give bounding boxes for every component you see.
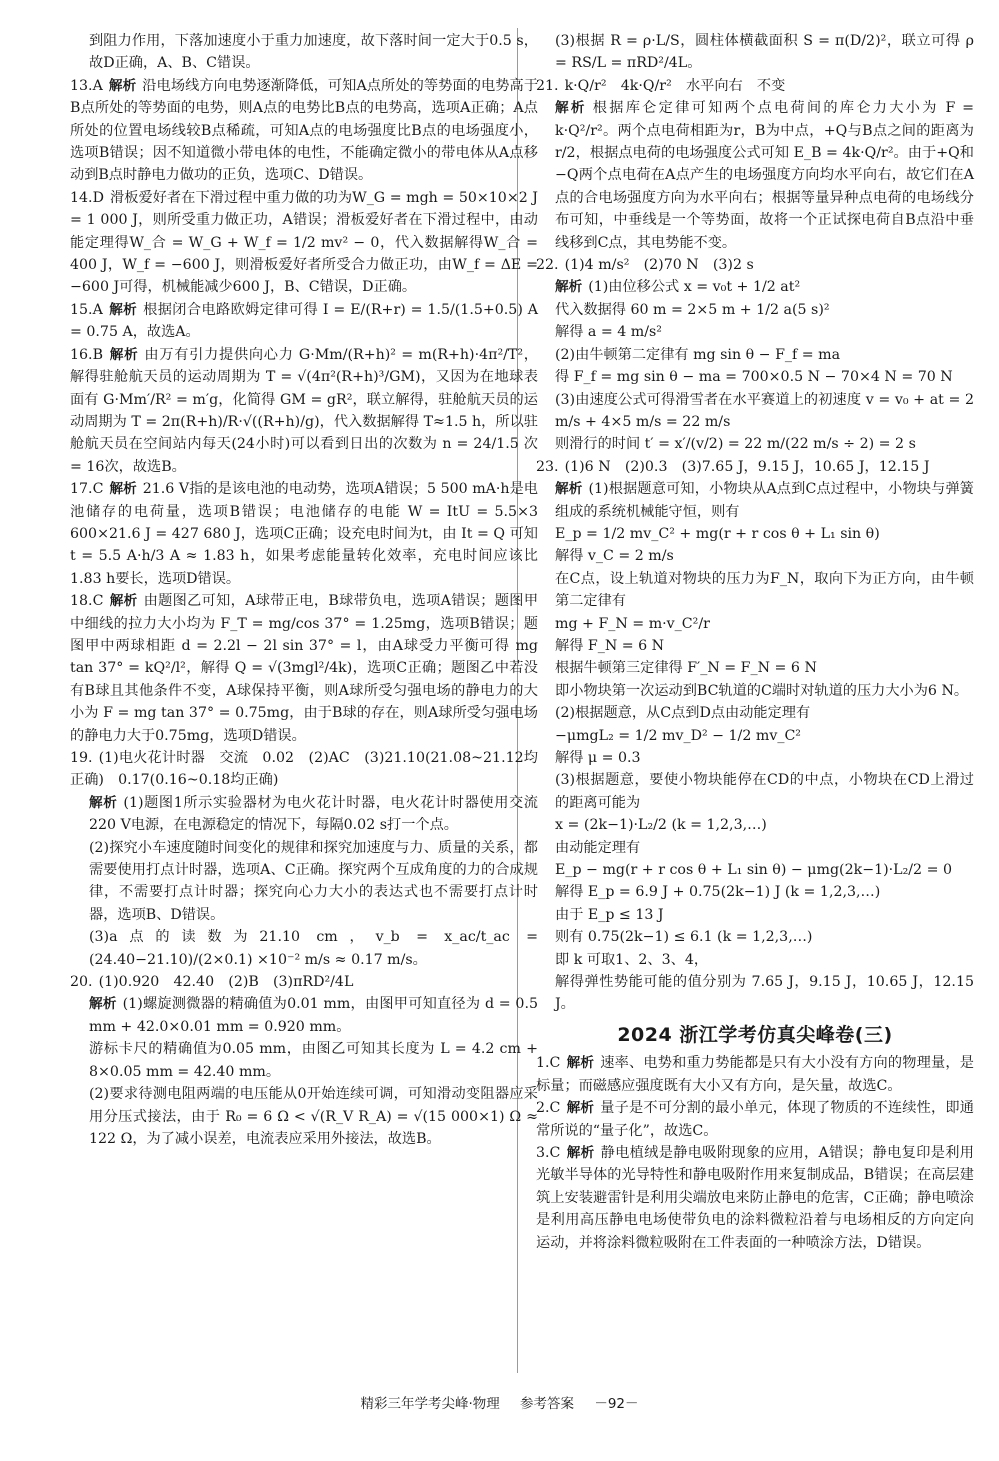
answer-item [70,75,538,187]
answer-paragraph [536,321,974,343]
answer-text: 解得弹性势能可能的值分别为 7.65 J，9.15 J，10.65 J，12.15 J。 [555,974,974,1013]
page-footer [0,1392,999,1412]
section-title: 2024 浙江学考仿真尖峰卷(三) [617,1023,893,1046]
question-number: 22. [536,257,559,274]
question-number: 17.C [70,481,104,498]
answer-text: (2)由牛顿第二定律有 mg sin θ − F_f = ma [555,346,841,363]
question-number: 2.C [536,1100,561,1117]
analysis-keyword: 解析 [89,794,118,811]
answer-item [70,187,538,299]
answer-paragraph [536,276,974,298]
answer-text: −μmgL₂ = 1/2 mv_D² − 1/2 mv_C² [555,727,801,744]
answer-text: 根据闭合电路欧姆定律可得 I = E/(R+r) = 1.5/(1.5+0.5) A = 0.75 A，故选A。 [70,301,538,341]
answer-paragraph [536,747,974,769]
answer-text: (1)根据题意可知，小物块从A点到C点过程中，小物块与弹簧组成的系统机械能守恒，则有 [555,481,974,520]
question-number: 23. [536,458,559,475]
footer-section: 参考答案 [520,1396,575,1412]
answer-text: (1)4 m/s² (2)70 N (3)2 s [564,257,754,274]
answer-paragraph [536,680,974,702]
answer-text: 静电植绒是静电吸附现象的应用，A错误；静电复印是利用光敏半导体的光导特性和静电吸附作用来复制成品，B错误；在高层建筑上安装避雷针是利用尖端放电来防止静电的危害，C正确；静电喷涂是利用高压静电电场使带负电的涂料微粒沿着与电场相反的方向定向运动，并将涂料微粒吸附在工件表面的一种喷涂方法，D错误。 [536,1144,974,1251]
answer-paragraph [536,971,974,1016]
analysis-keyword: 解析 [555,279,583,296]
question-number: 21. [536,77,559,94]
answer-text: (2)要求待测电阻两端的电压能从0开始连续可调，可知滑动变阻器应采用分压式接法，由于 R₀ = 6 Ω < √(R_V R_A) = √(15 000×1) Ω ≈ 122 Ω，为了减小误差，电流表应采用外接法，故选B。 [89,1086,538,1147]
analysis-keyword: 解析 [89,996,117,1013]
answer-paragraph [536,433,974,455]
answer-paragraph [536,613,974,635]
question-number: 3.C [536,1144,561,1161]
answer-text: k·Q/r² 4k·Q/r² 水平向右 不变 [564,77,786,94]
answer-paragraph [536,366,974,388]
answer-text: 游标卡尺的精确值为0.05 mm，由图乙可知其长度为 L = 4.2 cm + 8×0.05 mm = 42.40 mm。 [89,1041,538,1080]
answer-paragraph [70,1038,538,1083]
question-number: 13.A [70,77,103,94]
question-number: 15.A [70,301,103,318]
answer-text: (1)螺旋测微器的精确值为0.01 mm，由图甲可知直径为 d = 0.5 mm + 42.0×0.01 mm = 0.920 mm。 [89,996,538,1035]
answer-text: (1)6 N (2)0.3 (3)7.65 J，9.15 J，10.65 J，12.15 J [564,458,930,475]
answer-item [536,1142,974,1254]
answer-paragraph [536,635,974,657]
right-column [536,30,974,1254]
answer-text: (1)0.920 42.40 (2)B (3)πRD²/4L [98,974,354,991]
answer-paragraph [536,814,974,836]
answer-item [70,747,538,792]
answer-text: (3)根据 R = ρ·L/S，圆柱体横截面积 S = π(D/2)²，联立可得 ρ = RS/L = πRD²/4L。 [555,33,974,72]
answer-text: 由万有引力提供向心力 G·Mm/(R+h)² = m(R+h)·4π²/T²，解得驻舱航天员的运动周期为 T = √(4π²(R+h)³/GM)，又因为在地球表面有 G·Mm′/R² = m′g，化简得 GM = gR²，联立解得，驻舱航天员的运动周期为 T = 2π(R+h)/R·√((R+h)/g)，代入数据解得 T≈1.5 h，所以驻舱航天员在空间站内每天(24小时)可以看到日出的次数为 n = 24/1.5 次 = 16次，故选B。 [70,346,538,475]
answer-text: 得 F_f = mg sin θ − ma = 700×0.5 N − 70×4 N = 70 N [555,369,953,386]
answer-text: 代入数据得 60 m = 2×5 m + 1/2 a(5 s)² [555,301,830,318]
answer-text: 则有 0.75(2k−1) ≤ 6.1 (k = 1,2,3,…) [555,929,813,946]
answer-item [70,299,538,344]
answer-paragraph [536,299,974,321]
answer-paragraph [536,344,974,366]
answer-text: (1)由位移公式 x = v₀t + 1/2 at² [588,279,801,296]
answer-text: (3)a点的读数为21.10 cm，v_b = x_ac/t_ac = (24.40−21.10)/(2×0.1) ×10⁻² m/s ≈ 0.17 m/s。 [89,929,538,968]
answer-text: 由动能定理有 [555,839,641,856]
analysis-keyword: 解析 [566,1055,595,1072]
page-number: －92－ [594,1396,639,1412]
answer-paragraph [536,859,974,881]
answer-paragraph [536,904,974,926]
answer-paragraph [536,545,974,567]
footer-book-title: 精彩三年学考尖峰·物理 [360,1396,500,1412]
answer-paragraph [70,30,538,75]
answer-text: 解得 F_N = 6 N [555,637,665,654]
analysis-keyword: 解析 [109,481,137,498]
answer-item [70,478,538,590]
analysis-keyword: 解析 [109,346,139,363]
analysis-keyword: 解析 [566,1100,595,1117]
answer-text: (1)题图1所示实验器材为电火花计时器，电火花计时器使用交流220 V电源，在电源稳定的情况下，每隔0.02 s打一个点。 [89,794,538,834]
analysis-keyword: 解析 [566,1144,595,1161]
answer-text: mg + F_N = m·v_C²/r [555,615,710,632]
answer-item [70,971,538,993]
answer-text: 滑板爱好者在下滑过程中重力做的功为W_G = mgh = 50×10×2 J = 1 000 J，则所受重力做正功，A错误；滑板爱好者在下滑过程中，由动能定理得W_合 = W_G + W_f = 1/2 mv² − 0，代入数据解得W_合 = 400 J，W_f = −600 J，则滑板爱好者所受合力做正功，由W_f = ΔE = −600 J可得，机械能减少600 J，B、C错误，D正确。 [70,189,538,296]
answer-paragraph [70,837,538,927]
answer-text: 根据牛顿第三定律得 F′_N = F_N = 6 N [555,660,817,677]
answer-text: 即小物块第一次运动到BC轨道的C端时对轨道的压力大小为6 N。 [555,682,969,699]
answer-item [536,1052,974,1097]
question-number: 18.C [70,593,104,610]
answer-item [70,590,538,747]
answer-text: 解得 μ = 0.3 [555,750,641,766]
answer-text: 即 k 可取1、2、3、4， [555,951,709,968]
answer-text: x = (2k−1)·L₂/2 (k = 1,2,3,…) [555,817,767,834]
answer-text: 21.6 V指的是该电池的电动势，选项A错误；5 500 mA·h是电池储存的电荷量，选项B错误；电池储存的电能 W = ItU = 5.5×3 600×21.6 J = 427 680 J，选项C正确；设充电时间为t，由 It = Q 可知 t = 5.5 A·h/3 A ≈ 1.83 h，如果考虑能量转化效率，充电时间应该比1.83 h要长，选项D错误。 [70,481,538,587]
answer-paragraph [536,389,974,434]
answer-paragraph [536,881,974,903]
question-number: 14.D [70,189,104,206]
answer-text: 根据库仑定律可知两个点电荷间的库仑力大小为 F = k·Q²/r²。两个点电荷相距为r，B为中点，+Q与B点之间的距离为 r/2，根据点电荷的电场强度公式可知 E_B = 4k·Q/r²。由于+Q和−Q两个点电荷在A点产生的电场强度方向均水平向右，故它们在A点的合电场强度方向为水平向右；根据等量异种点电荷的电场线分布可知，中垂线是一个等势面，故将一个正试探电荷自B点沿中垂线移到C点，其电势能不变。 [555,100,974,251]
answer-text: 解得 a = 4 m/s² [555,324,662,341]
answer-paragraph [536,568,974,613]
answer-item [536,75,974,97]
answer-item [70,344,538,478]
answer-paragraph [536,30,974,75]
answer-text: 由题图乙可知，A球带正电，B球带负电，选项A错误；题图甲中细线的拉力大小均为 F_T = mg/cos 37° = 1.25mg，选项B错误；题图甲中两球相距 d = 2.2l − 2l sin 37° = l，由A球受力平衡可得 mg tan 37° = kQ²/l²，解得 Q = √(3mgl²/4k)，选项C正确；题图乙中若没有B球且其他条件不变，A球保持平衡，则A球所受匀强电场的静电力的大小为 F = mg tan 37° = 0.75mg，由于B球的存在，则A球所受匀强电场的静电力大于0.75mg，选项D错误。 [70,593,539,744]
question-number: 19. [70,750,93,766]
answer-text: E_p − mg(r + r cos θ + L₁ sin θ) − μmg(2k−1)·L₂/2 = 0 [555,862,953,879]
answer-paragraph [536,657,974,679]
analysis-keyword: 解析 [108,301,138,318]
answer-paragraph [536,837,974,859]
analysis-keyword: 解析 [108,77,137,94]
answer-paragraph [536,725,974,747]
answer-text: (3)根据题意，要使小物块能停在CD的中点，小物块在CD上滑过的距离可能为 [555,772,974,811]
answer-paragraph [70,792,538,837]
answer-paragraph [536,926,974,948]
answer-text: 速率、电势和重力势能都是只有大小没有方向的物理量，是标量；而磁感应强度既有大小又有方向，是矢量，故选C。 [536,1055,974,1094]
answer-text: (3)由速度公式可得滑雪者在水平赛道上的初速度 v = v₀ + at = 2 m/s + 4×5 m/s = 22 m/s [555,391,974,430]
answer-paragraph [70,993,538,1038]
answer-paragraph [536,769,974,814]
answer-text: 则滑行的时间 t′ = x′/(v/2) = 22 m/(22 m/s ÷ 2) = 2 s [555,436,916,453]
answer-text: 由于 E_p ≤ 13 J [555,906,664,923]
answer-text: 到阻力作用，下落加速度小于重力加速度，故下落时间一定大于0.5 s，故D正确，A、B、C错误。 [89,33,538,72]
answer-item [536,456,974,478]
answer-text: E_p = 1/2 mv_C² + mg(r + r cos θ + L₁ sin θ) [555,525,880,542]
answer-paragraph [536,97,974,254]
question-number: 16.B [70,346,103,363]
analysis-keyword: 解析 [109,593,138,610]
answer-text: (2)根据题意，从C点到D点由动能定理有 [555,705,811,722]
answer-text: (2)探究小车速度随时间变化的规律和探究加速度与力、质量的关系，都需要使用打点计时器，选项A、C正确。探究两个互成角度的力的合成规律，不需要打点计时器；探究向心力大小的表达式也不需要打点计时器，选项B、D错误。 [89,839,538,923]
question-number: 1.C [536,1055,561,1072]
answer-paragraph [536,949,974,971]
answer-paragraph [70,926,538,971]
answer-paragraph [536,478,974,523]
answer-text: 沿电场线方向电势逐渐降低，可知A点所处的等势面的电势高于B点所处的等势面的电势，则A点的电势比B点的电势高，选项A正确；A点所处的位置电场线较B点稀疏，可知A点的电场强度比B点的电场强度小，选项B错误；因不知道微小带电体的电性，不能确定微小的带电体从A点移动到B点时静电力做功的正负，选项C、D错误。 [70,77,539,184]
answer-text: 在C点，设上轨道对物块的压力为F_N，取向下为正方向，由牛顿第二定律有 [555,570,974,610]
answer-item [536,254,974,276]
analysis-keyword: 解析 [555,481,583,498]
answer-paragraph [70,1083,538,1150]
answer-text: 解得 v_C = 2 m/s [555,548,674,565]
question-number: 20. [70,974,93,991]
answer-item [536,1097,974,1142]
answer-text: (1)电火花计时器 交流 0.02 (2)AC (3)21.10(21.08~21.12均正确) 0.17(0.16~0.18均正确) [70,750,538,789]
answer-paragraph [536,523,974,545]
answer-text: 解得 E_p = 6.9 J + 0.75(2k−1) J (k = 1,2,3,…) [555,884,881,901]
analysis-keyword: 解析 [555,100,587,117]
answer-text: 量子是不可分割的最小单元，体现了物质的不连续性，即通常所说的“量子化”，故选C。 [536,1100,974,1139]
left-column [70,30,538,1150]
answer-paragraph [536,702,974,724]
